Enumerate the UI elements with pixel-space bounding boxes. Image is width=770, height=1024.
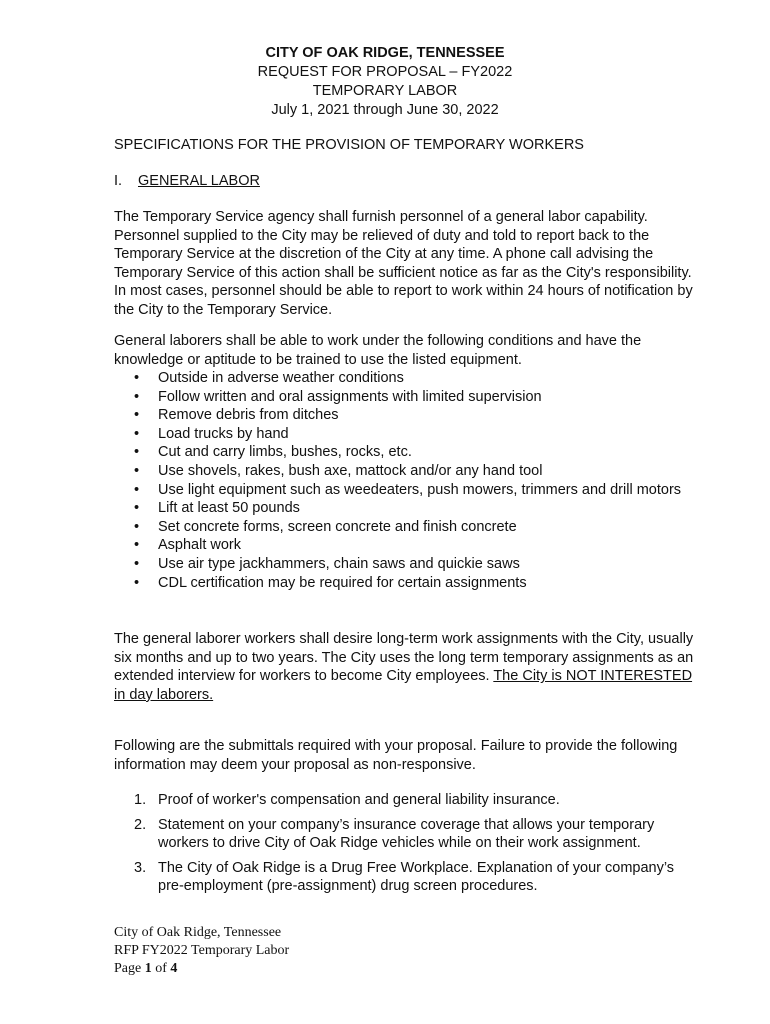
footer-rfp: RFP FY2022 Temporary Labor [114, 943, 290, 958]
bullet-icon: • [134, 388, 140, 405]
header-city-title: CITY OF OAK RIDGE, TENNESSEE [265, 45, 505, 61]
bullet-icon: • [134, 574, 140, 591]
bullet-icon: • [134, 462, 140, 479]
section-heading [114, 172, 694, 191]
list-item [134, 574, 694, 593]
list-item-text: Outside in adverse weather conditions [158, 370, 404, 386]
bullet-icon: • [134, 555, 140, 572]
numbered-item [134, 859, 694, 896]
bullet-icon: • [134, 518, 140, 535]
item-number: 2. [134, 816, 147, 833]
item-text: Proof of worker's compensation and general liability insurance. [158, 792, 560, 808]
list-item [134, 518, 694, 537]
section-title: GENERAL LABOR [138, 173, 260, 189]
list-item-text: Set concrete forms, screen concrete and finish concrete [158, 518, 517, 535]
list-item [134, 499, 694, 518]
paragraph-temporary-service: The Temporary Service agency shall furnish personnel of a general labor capability. Personnel supplied to the City may be relieved of duty and told to report back to the Temporary Service at the discretion of the City at any time. A phone call advising the Temporary Service of this action shall be sufficient notice as far as the City's responsibility. In most cases, personnel should be able to report to work within 24 hours of notification by the City to the Temporary Service. [114, 209, 693, 318]
not-interested-notice: The City is NOT INTERESTED in day laborers. [114, 668, 693, 703]
numbered-item [134, 791, 694, 810]
bullet-icon: • [134, 425, 140, 442]
list-item-text: Cut and carry limbs, bushes, rocks, etc. [158, 444, 412, 461]
bullet-icon: • [134, 500, 140, 517]
paragraph-long-term-text: The general laborer workers shall desire long-term work assignments with the City, usually six months and up to two years. The City uses the long term temporary assignments as an extended interview for workers to become City employees. [114, 631, 694, 685]
list-item-text: CDL certification may be required for certain assignments [158, 574, 527, 591]
footer-page-current: 1 [144, 961, 152, 976]
list-item-text: Lift at least 50 pounds [158, 500, 300, 517]
header-rfp-title: REQUEST FOR PROPOSAL – FY2022 [257, 64, 513, 80]
bullet-icon: • [134, 444, 140, 461]
list-item-text: Use light equipment such as weedeaters, push mowers, trimmers and drill motors [158, 481, 682, 498]
paragraph-submittals-intro: Following are the submittals required with your proposal. Failure to provide the following information may deem your proposal as non-responsive. [114, 738, 678, 773]
list-item [134, 406, 694, 425]
footer-page-of: of [151, 961, 171, 976]
list-item-text: Use shovels, rakes, bush axe, mattock and/or any hand tool [158, 462, 543, 479]
section-number: I. [114, 173, 123, 189]
list-item-text: Asphalt work [158, 537, 242, 554]
list-item-text: Load trucks by hand [158, 425, 289, 442]
header-date-range: July 1, 2021 through June 30, 2022 [271, 102, 499, 118]
specifications-heading: SPECIFICATIONS FOR THE PROVISION OF TEMPORARY WORKERS [114, 137, 584, 153]
bullet-icon: • [134, 370, 140, 386]
list-item [134, 555, 694, 574]
footer-page-total: 4 [170, 961, 178, 976]
footer-page-number [114, 960, 289, 978]
list-item [134, 536, 694, 555]
list-item [134, 369, 694, 388]
list-item-text: Follow written and oral assignments with limited supervision [158, 388, 542, 405]
numbered-item [134, 816, 694, 853]
bullet-icon: • [134, 407, 140, 424]
paragraph-conditions-intro: General laborers shall be able to work under the following conditions and have the knowledge or aptitude to be trained to use the listed equipment. [114, 333, 642, 368]
item-text: The City of Oak Ridge is a Drug Free Workplace. Explanation of your company’s pre-employment (pre-assignment) drug screen procedures. [158, 859, 675, 895]
item-number: 1. [134, 792, 147, 808]
footer-page-prefix: Page [114, 961, 145, 976]
bullet-icon: • [134, 537, 140, 554]
list-item [134, 462, 694, 481]
bullet-icon: • [134, 481, 140, 498]
document-header [0, 44, 770, 120]
list-item [134, 481, 694, 500]
list-item-text: Remove debris from ditches [158, 407, 339, 424]
footer-city: City of Oak Ridge, Tennessee [114, 925, 282, 940]
item-text: Statement on your company’s insurance coverage that allows your temporary workers to drive City of Oak Ridge vehicles while on their work assignment. [158, 816, 655, 852]
list-item-text: Use air type jackhammers, chain saws and quickie saws [158, 555, 520, 572]
list-item [134, 425, 694, 444]
list-item [134, 443, 694, 462]
page-footer [114, 924, 289, 978]
conditions-list [134, 369, 694, 592]
item-number: 3. [134, 859, 147, 876]
header-subject: TEMPORARY LABOR [312, 83, 458, 99]
submittals-list [134, 791, 694, 902]
paragraph-long-term-assignments [114, 630, 694, 704]
list-item [134, 388, 694, 407]
